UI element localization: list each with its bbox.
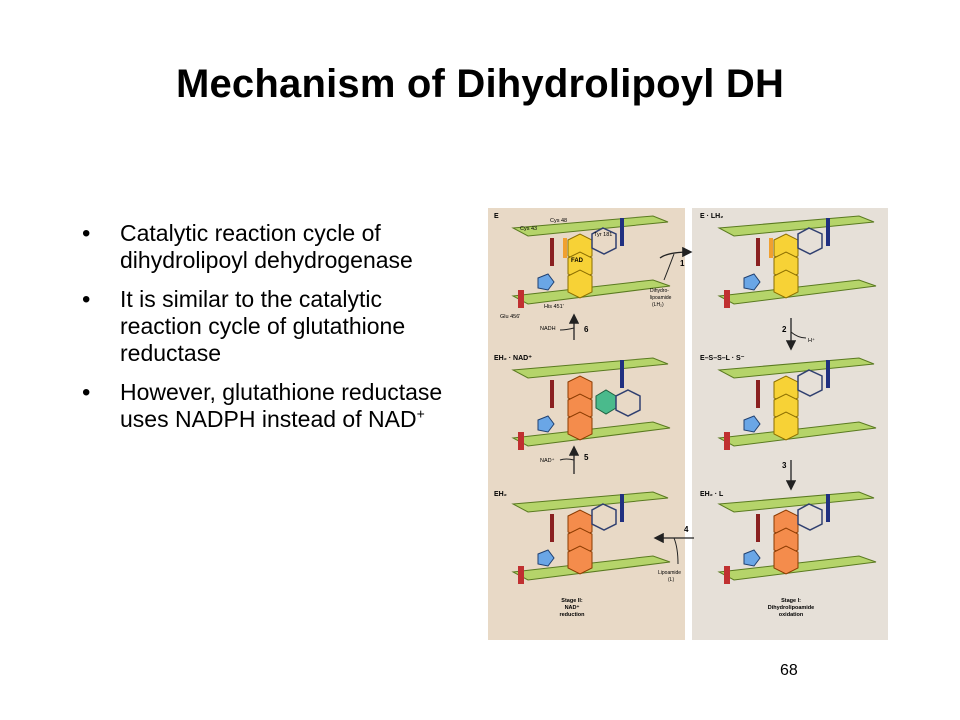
reagent-label: Dihydro- (650, 288, 669, 294)
state-label: EH₂ · NAD⁺ (494, 355, 532, 362)
residue-label: Cys 43 (520, 226, 538, 232)
bullet-item (82, 220, 462, 274)
residue-label: His 451' (544, 304, 564, 310)
stage-label: NAD⁺ (564, 605, 580, 611)
residue-label: Tyr 181 (594, 232, 613, 238)
step-number: 4 (684, 525, 689, 534)
reagent-label: lipoamide (650, 295, 672, 301)
bullet-text: However, glutathione reductase uses NADPH instead of NAD (120, 379, 443, 432)
bullet-text: It is similar to the catalytic reaction cycle of glutathione reductase (120, 286, 406, 366)
stage-label: oxidation (778, 612, 804, 618)
slide-title: Mechanism of Dihydrolipoyl DH (175, 62, 785, 106)
reagent-label: NADH (540, 326, 556, 332)
step-number: 6 (584, 325, 589, 334)
step-number: 3 (782, 461, 787, 470)
step-number: 5 (584, 453, 589, 462)
stage-label: Dihydrolipoamide (767, 605, 815, 611)
reagent-label: H⁺ (808, 338, 815, 344)
stage-label: Stage I: (781, 598, 801, 604)
residue-label: Cys 48 (550, 218, 568, 224)
superscript-plus: + (416, 405, 425, 422)
bullet-item (82, 286, 462, 367)
state-label: E–S–S–L · S⁻ (700, 355, 745, 362)
step-number: 2 (782, 325, 787, 334)
state-label: E · LH₂ (700, 213, 724, 220)
reagent-label: (LH₂) (652, 302, 664, 308)
slide-number: 68 (780, 662, 798, 679)
cofactor-label: FAD (571, 258, 583, 264)
bullet-list (82, 220, 462, 445)
stage-label: Stage II: (561, 598, 583, 604)
stage-label: reduction (559, 612, 585, 618)
bullet-text: Catalytic reaction cycle of dihydrolipoyl dehydrogenase (120, 220, 413, 273)
reagent-label: (L) (668, 577, 675, 583)
state-label: EH₂ (494, 491, 507, 498)
reagent-label: Lipoamide (658, 570, 682, 576)
reagent-label: NAD⁺ (540, 458, 555, 464)
bullet-item (82, 379, 462, 433)
state-label: E (494, 213, 499, 220)
mechanism-figure (488, 208, 888, 640)
residue-label: Glu 456' (500, 314, 521, 320)
step-number: 1 (680, 259, 685, 268)
state-label: EH₂ · L (700, 491, 724, 498)
